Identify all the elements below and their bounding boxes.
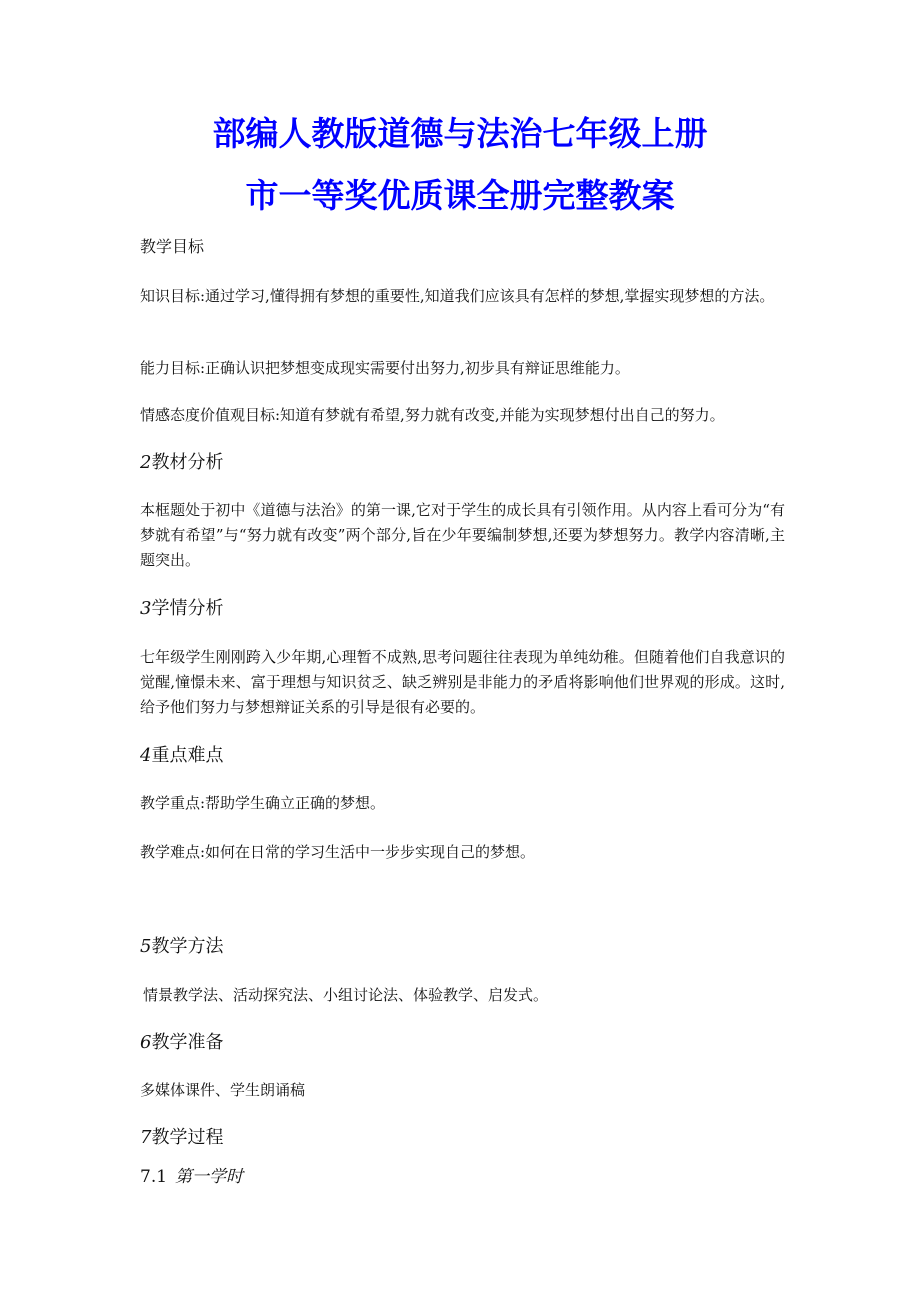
section-title: 学情分析: [151, 598, 224, 619]
document-title-line2: 市一等奖优质课全册完整教案: [245, 176, 675, 215]
section-number: 7: [140, 1127, 152, 1148]
section-number: 2: [140, 452, 152, 473]
section-heading-3: [140, 596, 223, 622]
section-title: 教学方法: [151, 936, 224, 957]
section-title: 教学过程: [151, 1127, 224, 1148]
section-3-text: 七年级学生刚刚跨入少年期,心理暂不成熟,思考问题往往表现为单纯幼稚。但随着他们自我意识的觉醒,憧憬未来、富于理想与知识贫乏、缺乏辨别是非能力的矛盾将影响他们世界观的形成。这时,给予他们努力与梦想辩证关系的引导是很有必要的。: [140, 648, 785, 716]
section-title: 教材分析: [151, 452, 224, 473]
goals-heading: 教学目标: [140, 237, 205, 256]
section-number: 6: [140, 1032, 152, 1053]
section-title: 教学准备: [151, 1032, 224, 1053]
section-number: 3: [140, 598, 152, 619]
subsection-number: 7.1: [140, 1167, 168, 1187]
subsection-title: 第一学时: [175, 1167, 244, 1187]
subsection-heading-7-1: [140, 1164, 243, 1190]
section-4-difficult-point: 教学难点:如何在日常的学习生活中一步步实现自己的梦想。: [140, 843, 536, 861]
goal-emotion: 情感态度价值观目标:知道有梦就有希望,努力就有改变,并能为实现梦想付出自己的努力。: [140, 406, 725, 424]
section-5-text: 情景教学法、活动探究法、小组讨论法、体验教学、启发式。: [143, 986, 549, 1004]
section-2-text: 本框题处于初中《道德与法治》的第一课,它对于学生的成长具有引领作用。从内容上看可分为“有梦就有希望”与“努力就有改变”两个部分,旨在少年要编制梦想,还要为梦想努力。教学内容清晰,主题突出。: [140, 501, 785, 569]
section-heading-7: [140, 1125, 223, 1151]
section-heading-4: [140, 743, 223, 769]
section-6-text: 多媒体课件、学生朗诵稿: [140, 1081, 306, 1099]
goal-ability: 能力目标:正确认识把梦想变成现实需要付出努力,初步具有辩证思维能力。: [140, 359, 630, 377]
section-number: 4: [140, 745, 152, 766]
section-title: 重点难点: [151, 745, 224, 766]
section-heading-2: [140, 450, 223, 476]
section-heading-5: [140, 934, 223, 960]
section-number: 5: [140, 936, 152, 957]
section-heading-6: [140, 1030, 223, 1056]
goal-knowledge: 知识目标:通过学习,懂得拥有梦想的重要性,知道我们应该具有怎样的梦想,掌握实现梦想的方法。: [140, 287, 775, 305]
section-4-key-point: 教学重点:帮助学生确立正确的梦想。: [140, 794, 386, 812]
document-title-line1: 部编人教版道德与法治七年级上册: [212, 114, 708, 153]
